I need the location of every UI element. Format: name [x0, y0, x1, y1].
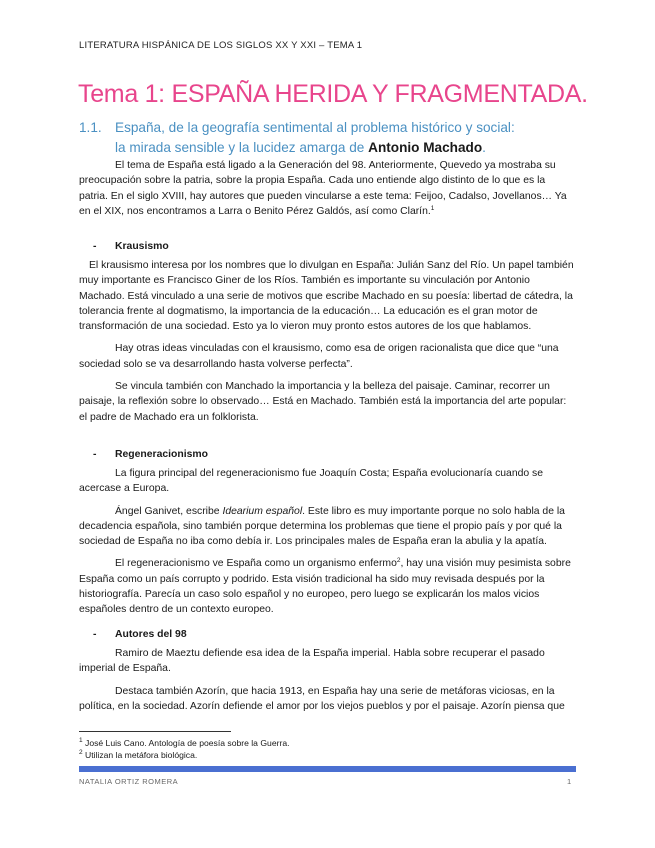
section-subtitle [79, 118, 579, 158]
regeneracionismo-heading-text: Regeneracionismo [115, 449, 208, 460]
krausismo-paragraph-3: Se vincula también con Manchado la importancia y la belleza del paisaje. Caminar, recorrer un paisaje, la reflexión sobre lo observado… Está en Machado. También está la importancia del arte popular: el padre de Machado era un folklorista. [79, 381, 567, 423]
regeneracionismo-heading [79, 447, 576, 462]
subtitle-line-1: España, de la geografía sentimental al problema histórico y social: [115, 120, 515, 135]
regeneracionismo-body [79, 466, 576, 625]
footnote-ref-1: 1 [430, 204, 435, 212]
p2-text-b: . Este libro es muy importante porque no solo habla de la decadencia española, sino también porque determina los problemas que tiene el propio país y por qué la sociedad de España no iba como debía ir. Los principales males de España eran la abulia y la apatía. [79, 505, 565, 548]
intro-block [79, 158, 576, 226]
autores98-heading-text: Autores del 98 [115, 629, 187, 640]
document-title: Tema 1: ESPAÑA HERIDA Y FRAGMENTADA. [78, 80, 588, 108]
footnote-separator [79, 731, 231, 732]
footnote-num: 2 [79, 749, 83, 756]
autores98-paragraph-1: Ramiro de Maeztu defiende esa idea de la España imperial. Habla sobre recuperar el pasado imperial de España. [79, 648, 545, 675]
p2-text-a: Ángel Ganivet, escribe [115, 505, 223, 517]
autores98-heading [79, 627, 576, 642]
running-header: LITERATURA HISPÁNICA DE LOS SIGLOS XX Y XXI – TEMA 1 [79, 40, 363, 51]
bullet-dash: - [93, 241, 97, 252]
subtitle-end: . [482, 140, 486, 155]
footnote-text: Utilizan la metáfora biológica. [85, 750, 198, 760]
autores98-body [79, 646, 576, 721]
bullet-dash: - [93, 629, 97, 640]
autores98-paragraph-2: Destaca también Azorín, que hacia 1913, en España hay una serie de metáforas viciosas, en la política, en la sociedad. Azorín defiende el amor por los viejos pueblos y por el paisaje. Azorín piensa que [79, 685, 565, 712]
krausismo-paragraph-1: El krausismo interesa por los nombres que lo divulgan en España: Julián Sanz del Río. Un papel también muy importante es Francisco Giner de los Ríos. También es importante su vinculación por Antonio Machado. Está vinculado a una serie de motivos que escribe Machado en su poesía: libertad de cátedra, la tolerancia frente al dogmatismo, la importancia de la educación… La educación es el gran motor de transformación de una sociedad. Esto ya lo vieron muy pronto estos autores de los que hablamos. [79, 260, 574, 333]
page-number: 1 [567, 777, 572, 786]
subtitle-line-2-wrap [79, 138, 579, 158]
p3-text-a: El regeneracionismo ve España como un organismo enfermo [115, 558, 397, 570]
krausismo-heading [79, 239, 576, 254]
krausismo-heading-text: Krausismo [115, 241, 169, 252]
footnote-text: José Luis Cano. Antología de poesía sobre la Guerra. [85, 738, 290, 748]
regeneracionismo-paragraph-1: La figura principal del regeneracionismo fue Joaquín Costa; España evolucionaría cuando se acercase a Europa. [79, 468, 544, 495]
subtitle-bold-name: Antonio Machado [368, 140, 483, 155]
footer-author: NATALIA ORTIZ ROMERA [79, 777, 179, 786]
intro-paragraph [79, 158, 576, 219]
p3-text-b: , hay una visión muy pesimista sobre España como un país corrupto y podrido. Esta visión tradicional ha sido muy revisada después por la historiografía. Parecía un caso solo español y no europeo, pero luego se explicarán los malos vicios españoles dentro de un contexto europeo. [79, 558, 571, 616]
krausismo-body [79, 258, 576, 432]
section-number: 1.1. [79, 120, 102, 135]
footnotes [79, 737, 290, 761]
footnote-2 [79, 749, 290, 761]
regeneracionismo-paragraph-2 [79, 504, 576, 550]
intro-text: El tema de España está ligado a la Generación del 98. Anteriormente, Quevedo ya mostraba su preocupación sobre la patria, sobre la propia España. Cada uno entiende algo distinto de lo que es la patria. En el siglo XVIII, hay autores que pueden vincularse a este tema: Feijoo, Cadalso, Jovellanos… Ya en el XIX, nos encontramos a Larra o Benito Pérez Galdós, así como Clarín. [79, 160, 567, 217]
footnote-ref-2: 2 [396, 557, 401, 565]
footnote-num: 1 [79, 737, 83, 744]
book-title: Idearium español [222, 505, 303, 517]
bullet-dash: - [93, 449, 97, 460]
footnote-1 [79, 737, 290, 749]
subtitle-line-2: la mirada sensible y la lucidez amarga de [115, 140, 369, 155]
footer-band [79, 766, 576, 772]
regeneracionismo-paragraph-3 [79, 556, 576, 617]
krausismo-paragraph-2: Hay otras ideas vinculadas con el krausismo, como esa de origen racionalista que dice que “una sociedad solo se va desarrollando hasta volverse perfecta”. [79, 343, 559, 370]
